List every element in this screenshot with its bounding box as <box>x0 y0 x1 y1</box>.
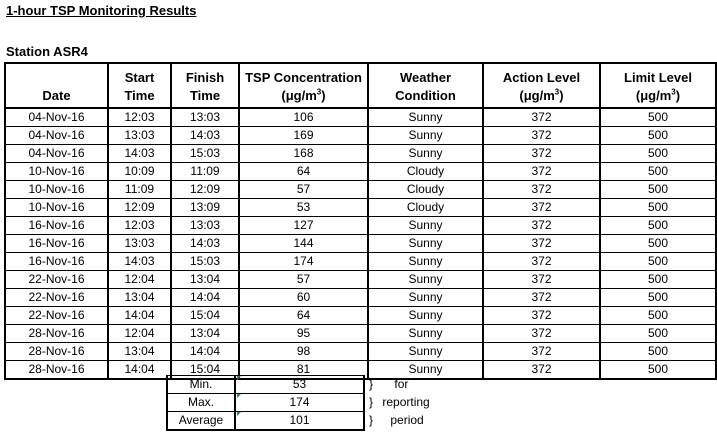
header-start-time: Start Time <box>108 63 171 108</box>
cell-limit-level: 500 <box>600 145 716 163</box>
cell-finish-time: 13:04 <box>171 271 239 289</box>
cell-limit-level: 500 <box>600 217 716 235</box>
cell-limit-level: 500 <box>600 163 716 181</box>
cell-start-time: 12:09 <box>108 199 171 217</box>
table-row <box>5 163 716 181</box>
cell-action-level: 372 <box>483 325 600 343</box>
cell-limit-level: 500 <box>600 235 716 253</box>
cell-start-time: 13:04 <box>108 343 171 361</box>
header-action-level: Action Level $(\mu g/m^3)$ <box>483 63 600 108</box>
summary-table <box>166 375 365 431</box>
cell-action-level: 372 <box>483 253 600 271</box>
cell-weather: Sunny <box>368 307 483 325</box>
cell-date: 22-Nov-16 <box>5 307 108 325</box>
cell-action-level: 372 <box>483 361 600 380</box>
page-title: 1-hour TSP Monitoring Results <box>6 3 197 18</box>
table-row <box>5 235 716 253</box>
cell-action-level: 372 <box>483 343 600 361</box>
brace-icon: } <box>369 413 374 427</box>
summary-note-3: } period <box>369 413 424 427</box>
cell-marker-icon <box>237 412 241 416</box>
cell-weather: Sunny <box>368 145 483 163</box>
cell-start-time: 14:04 <box>108 361 171 380</box>
cell-start-time: 11:09 <box>108 181 171 199</box>
cell-weather: Cloudy <box>368 199 483 217</box>
cell-weather: Cloudy <box>368 181 483 199</box>
cell-action-level: 372 <box>483 199 600 217</box>
cell-tsp-concentration: 81 <box>239 361 368 380</box>
cell-limit-level: 500 <box>600 325 716 343</box>
cell-weather: Sunny <box>368 217 483 235</box>
table-header-row <box>5 63 716 108</box>
table-row <box>5 271 716 289</box>
brace-icon: } <box>369 395 374 409</box>
cell-tsp-concentration: 95 <box>239 325 368 343</box>
table-row <box>5 343 716 361</box>
table-row <box>5 289 716 307</box>
summary-label: Min. <box>167 376 235 394</box>
cell-action-level: 372 <box>483 181 600 199</box>
table-row <box>5 199 716 217</box>
cell-date: 10-Nov-16 <box>5 181 108 199</box>
cell-date: 22-Nov-16 <box>5 289 108 307</box>
summary-value: 101 <box>235 412 364 431</box>
cell-date: 16-Nov-16 <box>5 217 108 235</box>
cell-finish-time: 15:03 <box>171 145 239 163</box>
cell-action-level: 372 <box>483 307 600 325</box>
cell-marker-icon <box>237 394 241 398</box>
table-row <box>5 108 716 127</box>
cell-date: 16-Nov-16 <box>5 235 108 253</box>
summary-row-max <box>167 394 364 412</box>
cell-date: 28-Nov-16 <box>5 361 108 380</box>
summary-row-min <box>167 376 364 394</box>
cell-action-level: 372 <box>483 145 600 163</box>
table-row <box>5 325 716 343</box>
cell-limit-level: 500 <box>600 307 716 325</box>
cell-tsp-concentration: 106 <box>239 108 368 127</box>
table-row <box>5 307 716 325</box>
cell-start-time: 14:03 <box>108 253 171 271</box>
cell-action-level: 372 <box>483 127 600 145</box>
cell-finish-time: 13:09 <box>171 199 239 217</box>
cell-action-level: 372 <box>483 271 600 289</box>
table-row <box>5 217 716 235</box>
summary-note-1: } for <box>369 377 409 391</box>
cell-finish-time: 13:03 <box>171 217 239 235</box>
header-limit-level: Limit Level $(\mu g/m^3)$ <box>600 63 716 108</box>
cell-action-level: 372 <box>483 289 600 307</box>
cell-date: 28-Nov-16 <box>5 343 108 361</box>
cell-finish-time: 15:04 <box>171 307 239 325</box>
cell-tsp-concentration: 98 <box>239 343 368 361</box>
cell-marker-icon <box>237 376 241 380</box>
cell-weather: Sunny <box>368 361 483 380</box>
cell-finish-time: 12:09 <box>171 181 239 199</box>
cell-start-time: 13:03 <box>108 127 171 145</box>
cell-weather: Sunny <box>368 271 483 289</box>
cell-finish-time: 11:09 <box>171 163 239 181</box>
table-row <box>5 181 716 199</box>
header-finish-time: Finish Time <box>171 63 239 108</box>
cell-finish-time: 15:04 <box>171 361 239 380</box>
cell-finish-time: 13:04 <box>171 325 239 343</box>
cell-tsp-concentration: 174 <box>239 253 368 271</box>
cell-tsp-concentration: 168 <box>239 145 368 163</box>
station-label: Station ASR4 <box>6 44 88 59</box>
cell-action-level: 372 <box>483 217 600 235</box>
cell-date: 04-Nov-16 <box>5 108 108 127</box>
cell-limit-level: 500 <box>600 253 716 271</box>
cell-limit-level: 500 <box>600 127 716 145</box>
cell-tsp-concentration: 64 <box>239 163 368 181</box>
cell-weather: Cloudy <box>368 163 483 181</box>
summary-value: 53 <box>235 376 364 394</box>
summary-label: Max. <box>167 394 235 412</box>
cell-date: 04-Nov-16 <box>5 145 108 163</box>
cell-finish-time: 14:03 <box>171 127 239 145</box>
cell-start-time: 12:04 <box>108 325 171 343</box>
cell-finish-time: 14:03 <box>171 235 239 253</box>
summary-row-average <box>167 412 364 431</box>
cell-action-level: 372 <box>483 235 600 253</box>
cell-weather: Sunny <box>368 108 483 127</box>
cell-action-level: 372 <box>483 163 600 181</box>
cell-start-time: 13:03 <box>108 235 171 253</box>
cell-limit-level: 500 <box>600 289 716 307</box>
cell-tsp-concentration: 144 <box>239 235 368 253</box>
cell-start-time: 14:04 <box>108 307 171 325</box>
cell-date: 16-Nov-16 <box>5 253 108 271</box>
cell-start-time: 13:04 <box>108 289 171 307</box>
header-weather-condition: Weather Condition <box>368 63 483 108</box>
summary-value: 174 <box>235 394 364 412</box>
cell-start-time: 12:04 <box>108 271 171 289</box>
table-row <box>5 145 716 163</box>
cell-date: 10-Nov-16 <box>5 163 108 181</box>
cell-tsp-concentration: 57 <box>239 271 368 289</box>
brace-icon: } <box>369 377 374 391</box>
tsp-results-table <box>4 62 717 380</box>
cell-tsp-concentration: 53 <box>239 199 368 217</box>
cell-action-level: 372 <box>483 108 600 127</box>
cell-limit-level: 500 <box>600 199 716 217</box>
cell-start-time: 12:03 <box>108 217 171 235</box>
cell-start-time: 14:03 <box>108 145 171 163</box>
cell-weather: Sunny <box>368 253 483 271</box>
cell-weather: Sunny <box>368 127 483 145</box>
cell-weather: Sunny <box>368 235 483 253</box>
cell-start-time: 12:03 <box>108 108 171 127</box>
table-row <box>5 253 716 271</box>
cell-start-time: 10:09 <box>108 163 171 181</box>
cell-tsp-concentration: 60 <box>239 289 368 307</box>
cell-limit-level: 500 <box>600 361 716 380</box>
table-row <box>5 127 716 145</box>
cell-finish-time: 13:03 <box>171 108 239 127</box>
cell-tsp-concentration: 127 <box>239 217 368 235</box>
cell-limit-level: 500 <box>600 108 716 127</box>
cell-weather: Sunny <box>368 343 483 361</box>
cell-tsp-concentration: 57 <box>239 181 368 199</box>
header-tsp-concentration: TSP Concentration $(\mu g/m^3)$ <box>239 63 368 108</box>
cell-limit-level: 500 <box>600 343 716 361</box>
cell-date: 28-Nov-16 <box>5 325 108 343</box>
cell-finish-time: 15:03 <box>171 253 239 271</box>
cell-tsp-concentration: 64 <box>239 307 368 325</box>
cell-tsp-concentration: 169 <box>239 127 368 145</box>
cell-finish-time: 14:04 <box>171 343 239 361</box>
cell-weather: Sunny <box>368 289 483 307</box>
cell-limit-level: 500 <box>600 271 716 289</box>
cell-weather: Sunny <box>368 325 483 343</box>
cell-date: 22-Nov-16 <box>5 271 108 289</box>
cell-finish-time: 14:04 <box>171 289 239 307</box>
summary-note-2: } reporting <box>369 395 430 409</box>
summary-label: Average <box>167 412 235 431</box>
cell-date: 10-Nov-16 <box>5 199 108 217</box>
header-date: Date <box>5 63 108 108</box>
cell-limit-level: 500 <box>600 181 716 199</box>
cell-date: 04-Nov-16 <box>5 127 108 145</box>
